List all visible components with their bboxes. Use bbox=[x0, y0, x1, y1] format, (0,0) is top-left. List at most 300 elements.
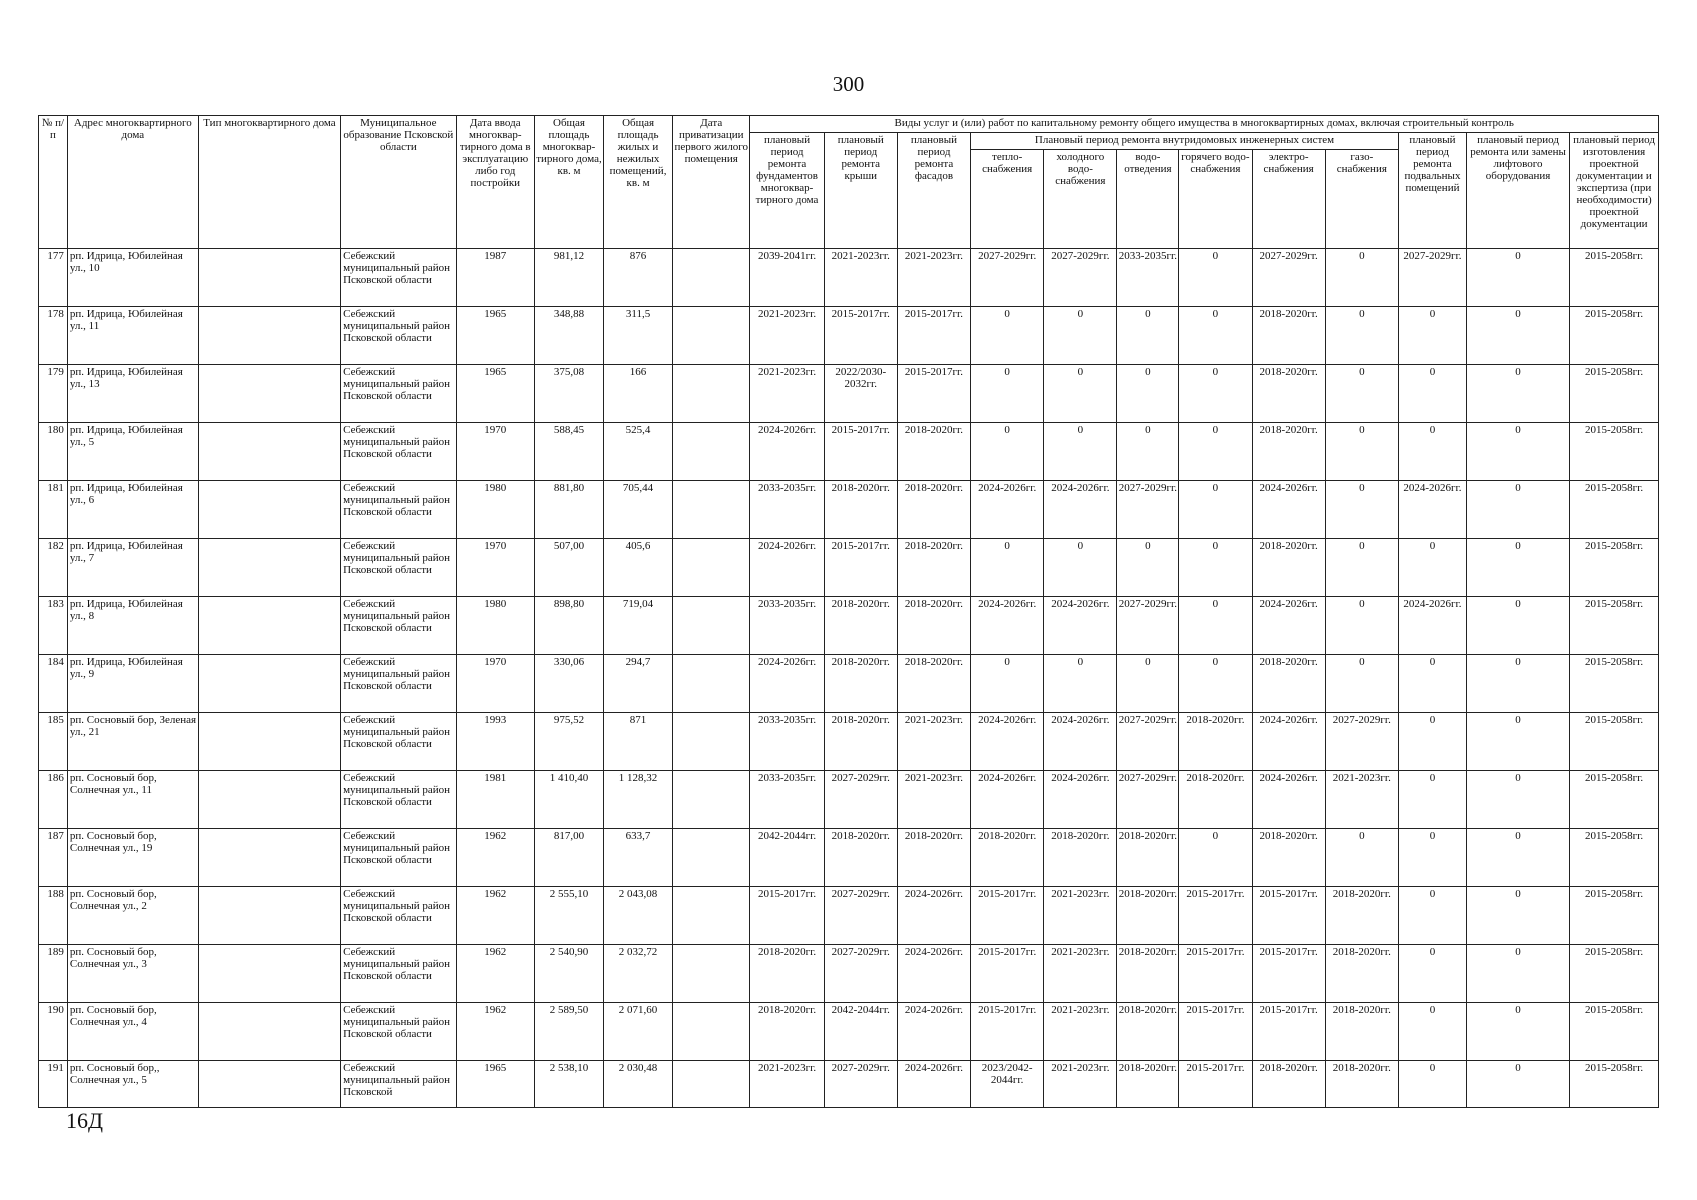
row-total-area: 2 538,10 bbox=[534, 1061, 603, 1108]
col-roof: плановый период ремонта крыши bbox=[824, 133, 897, 249]
row-sewage: 2033-2035гг. bbox=[1117, 249, 1179, 307]
row-address: рп. Сосновый бор, Солнечная ул., 2 bbox=[67, 887, 198, 945]
row-heat: 0 bbox=[971, 423, 1044, 481]
row-roof: 2018-2020гг. bbox=[824, 597, 897, 655]
col-gas: газо-снабжения bbox=[1325, 150, 1398, 249]
row-total-area: 2 540,90 bbox=[534, 945, 603, 1003]
row-roof: 2022/2030-2032гг. bbox=[824, 365, 897, 423]
row-foundation: 2024-2026гг. bbox=[750, 655, 824, 713]
col-electric: электро-снабжения bbox=[1252, 150, 1325, 249]
table-row bbox=[39, 887, 1659, 945]
row-address: рп. Идрица, Юбилейная ул., 7 bbox=[67, 539, 198, 597]
row-elevator: 0 bbox=[1466, 249, 1569, 307]
row-elevator: 0 bbox=[1466, 481, 1569, 539]
row-basement: 0 bbox=[1398, 1061, 1466, 1108]
row-municipality: Себежский муниципальный район Псковской области bbox=[341, 713, 456, 771]
row-elevator: 0 bbox=[1466, 829, 1569, 887]
row-electric: 2018-2020гг. bbox=[1252, 365, 1325, 423]
table-row bbox=[39, 945, 1659, 1003]
col-hot-water: горячего водо-снабжения bbox=[1179, 150, 1252, 249]
row-heat: 2015-2017гг. bbox=[971, 1003, 1044, 1061]
row-sewage: 0 bbox=[1117, 539, 1179, 597]
row-address: рп. Идрица, Юбилейная ул., 10 bbox=[67, 249, 198, 307]
row-sewage: 2018-2020гг. bbox=[1117, 1061, 1179, 1108]
table-row bbox=[39, 713, 1659, 771]
row-address: рп. Идрица, Юбилейная ул., 11 bbox=[67, 307, 198, 365]
row-gas: 0 bbox=[1325, 597, 1398, 655]
row-hot-water: 0 bbox=[1179, 423, 1252, 481]
row-gas: 0 bbox=[1325, 539, 1398, 597]
row-cold-water: 2024-2026гг. bbox=[1044, 481, 1117, 539]
row-municipality: Себежский муниципальный район Псковской области bbox=[341, 307, 456, 365]
row-basement: 0 bbox=[1398, 713, 1466, 771]
row-sewage: 2027-2029гг. bbox=[1117, 771, 1179, 829]
col-heat: тепло-снабжения bbox=[971, 150, 1044, 249]
row-elevator: 0 bbox=[1466, 597, 1569, 655]
row-foundation: 2024-2026гг. bbox=[750, 539, 824, 597]
row-electric: 2027-2029гг. bbox=[1252, 249, 1325, 307]
row-number: 188 bbox=[39, 887, 68, 945]
row-living-area: 405,6 bbox=[604, 539, 673, 597]
row-roof: 2018-2020гг. bbox=[824, 655, 897, 713]
row-facade: 2024-2026гг. bbox=[897, 945, 970, 1003]
row-house-type bbox=[198, 423, 340, 481]
row-municipality: Себежский муниципальный район Псковской области bbox=[341, 1003, 456, 1061]
row-year: 1962 bbox=[456, 829, 534, 887]
row-elevator: 0 bbox=[1466, 1003, 1569, 1061]
row-privatization bbox=[673, 1003, 750, 1061]
row-elevator: 0 bbox=[1466, 539, 1569, 597]
row-number: 183 bbox=[39, 597, 68, 655]
row-living-area: 705,44 bbox=[604, 481, 673, 539]
row-sewage: 0 bbox=[1117, 365, 1179, 423]
row-total-area: 898,80 bbox=[534, 597, 603, 655]
table-row bbox=[39, 423, 1659, 481]
row-cold-water: 2024-2026гг. bbox=[1044, 713, 1117, 771]
row-year: 1962 bbox=[456, 945, 534, 1003]
row-foundation: 2024-2026гг. bbox=[750, 423, 824, 481]
row-hot-water: 2015-2017гг. bbox=[1179, 887, 1252, 945]
row-roof: 2042-2044гг. bbox=[824, 1003, 897, 1061]
row-year: 1965 bbox=[456, 307, 534, 365]
row-living-area: 2 071,60 bbox=[604, 1003, 673, 1061]
row-privatization bbox=[673, 1061, 750, 1108]
row-living-area: 719,04 bbox=[604, 597, 673, 655]
row-year: 1962 bbox=[456, 1003, 534, 1061]
row-foundation: 2033-2035гг. bbox=[750, 771, 824, 829]
row-roof: 2015-2017гг. bbox=[824, 539, 897, 597]
row-hot-water: 0 bbox=[1179, 249, 1252, 307]
row-elevator: 0 bbox=[1466, 365, 1569, 423]
row-gas: 2018-2020гг. bbox=[1325, 1061, 1398, 1108]
row-number: 187 bbox=[39, 829, 68, 887]
row-house-type bbox=[198, 249, 340, 307]
row-facade: 2018-2020гг. bbox=[897, 655, 970, 713]
row-electric: 2024-2026гг. bbox=[1252, 771, 1325, 829]
row-sewage: 2018-2020гг. bbox=[1117, 945, 1179, 1003]
row-house-type bbox=[198, 481, 340, 539]
row-number: 189 bbox=[39, 945, 68, 1003]
row-facade: 2018-2020гг. bbox=[897, 539, 970, 597]
row-design-docs: 2015-2058гг. bbox=[1570, 423, 1659, 481]
row-gas: 0 bbox=[1325, 365, 1398, 423]
row-living-area: 871 bbox=[604, 713, 673, 771]
footer-code: 16Д bbox=[66, 1108, 104, 1133]
table-row bbox=[39, 307, 1659, 365]
row-heat: 2027-2029гг. bbox=[971, 249, 1044, 307]
row-hot-water: 0 bbox=[1179, 655, 1252, 713]
row-design-docs: 2015-2058гг. bbox=[1570, 887, 1659, 945]
row-number: 186 bbox=[39, 771, 68, 829]
row-design-docs: 2015-2058гг. bbox=[1570, 829, 1659, 887]
row-basement: 0 bbox=[1398, 945, 1466, 1003]
row-basement: 2024-2026гг. bbox=[1398, 597, 1466, 655]
row-cold-water: 2021-2023гг. bbox=[1044, 887, 1117, 945]
col-sewage: водо-отведения bbox=[1117, 150, 1179, 249]
row-house-type bbox=[198, 1061, 340, 1108]
col-works-group: Виды услуг и (или) работ по капитальному ремонту общего имущества в многоквартирных домах, включая строительный контроль bbox=[750, 116, 1659, 133]
col-privatization-date: Дата приватизации первого жилого помещения bbox=[673, 116, 750, 249]
row-privatization bbox=[673, 829, 750, 887]
row-address: рп. Идрица, Юбилейная ул., 9 bbox=[67, 655, 198, 713]
row-heat: 2023/2042-2044гг. bbox=[971, 1061, 1044, 1108]
row-facade: 2015-2017гг. bbox=[897, 365, 970, 423]
row-electric: 2015-2017гг. bbox=[1252, 1003, 1325, 1061]
row-hot-water: 0 bbox=[1179, 597, 1252, 655]
row-roof: 2027-2029гг. bbox=[824, 771, 897, 829]
row-design-docs: 2015-2058гг. bbox=[1570, 307, 1659, 365]
row-privatization bbox=[673, 655, 750, 713]
row-cold-water: 2021-2023гг. bbox=[1044, 1061, 1117, 1108]
row-municipality: Себежский муниципальный район Псковской области bbox=[341, 597, 456, 655]
row-hot-water: 0 bbox=[1179, 829, 1252, 887]
row-electric: 2015-2017гг. bbox=[1252, 887, 1325, 945]
row-municipality: Себежский муниципальный район Псковской области bbox=[341, 829, 456, 887]
col-basement: плановый период ремонта подвальных помещений bbox=[1398, 133, 1466, 249]
row-hot-water: 2015-2017гг. bbox=[1179, 1061, 1252, 1108]
row-privatization bbox=[673, 887, 750, 945]
row-number: 180 bbox=[39, 423, 68, 481]
row-basement: 0 bbox=[1398, 829, 1466, 887]
row-number: 179 bbox=[39, 365, 68, 423]
row-electric: 2018-2020гг. bbox=[1252, 655, 1325, 713]
row-gas: 2021-2023гг. bbox=[1325, 771, 1398, 829]
row-gas: 2027-2029гг. bbox=[1325, 713, 1398, 771]
row-elevator: 0 bbox=[1466, 1061, 1569, 1108]
row-facade: 2018-2020гг. bbox=[897, 597, 970, 655]
table-row bbox=[39, 771, 1659, 829]
row-elevator: 0 bbox=[1466, 771, 1569, 829]
row-foundation: 2021-2023гг. bbox=[750, 1061, 824, 1108]
row-living-area: 633,7 bbox=[604, 829, 673, 887]
row-gas: 2018-2020гг. bbox=[1325, 945, 1398, 1003]
row-address: рп. Идрица, Юбилейная ул., 8 bbox=[67, 597, 198, 655]
row-heat: 2024-2026гг. bbox=[971, 713, 1044, 771]
row-year: 1970 bbox=[456, 539, 534, 597]
row-design-docs: 2015-2058гг. bbox=[1570, 1061, 1659, 1108]
row-gas: 0 bbox=[1325, 423, 1398, 481]
row-foundation: 2021-2023гг. bbox=[750, 307, 824, 365]
row-hot-water: 0 bbox=[1179, 307, 1252, 365]
row-elevator: 0 bbox=[1466, 887, 1569, 945]
row-gas: 0 bbox=[1325, 655, 1398, 713]
col-num: № п/п bbox=[39, 116, 68, 249]
row-hot-water: 2015-2017гг. bbox=[1179, 945, 1252, 1003]
col-house-type: Тип многоквартирного дома bbox=[198, 116, 340, 249]
row-basement: 0 bbox=[1398, 539, 1466, 597]
row-privatization bbox=[673, 539, 750, 597]
row-house-type bbox=[198, 307, 340, 365]
row-living-area: 876 bbox=[604, 249, 673, 307]
row-roof: 2021-2023гг. bbox=[824, 249, 897, 307]
row-address: рп. Сосновый бор, Зеленая ул., 21 bbox=[67, 713, 198, 771]
row-living-area: 294,7 bbox=[604, 655, 673, 713]
row-roof: 2027-2029гг. bbox=[824, 1061, 897, 1108]
row-privatization bbox=[673, 597, 750, 655]
row-roof: 2015-2017гг. bbox=[824, 423, 897, 481]
row-municipality: Себежский муниципальный район Псковской области bbox=[341, 539, 456, 597]
row-total-area: 588,45 bbox=[534, 423, 603, 481]
row-basement: 0 bbox=[1398, 423, 1466, 481]
row-total-area: 817,00 bbox=[534, 829, 603, 887]
row-basement: 0 bbox=[1398, 655, 1466, 713]
table-row bbox=[39, 829, 1659, 887]
row-address: рп. Сосновый бор, Солнечная ул., 3 bbox=[67, 945, 198, 1003]
row-gas: 0 bbox=[1325, 829, 1398, 887]
row-sewage: 2018-2020гг. bbox=[1117, 1003, 1179, 1061]
row-elevator: 0 bbox=[1466, 655, 1569, 713]
row-electric: 2018-2020гг. bbox=[1252, 423, 1325, 481]
row-cold-water: 2024-2026гг. bbox=[1044, 597, 1117, 655]
row-sewage: 2027-2029гг. bbox=[1117, 713, 1179, 771]
row-address: рп. Сосновый бор, Солнечная ул., 4 bbox=[67, 1003, 198, 1061]
row-address: рп. Сосновый бор, Солнечная ул., 11 bbox=[67, 771, 198, 829]
row-cold-water: 2021-2023гг. bbox=[1044, 945, 1117, 1003]
row-year: 1980 bbox=[456, 597, 534, 655]
row-roof: 2015-2017гг. bbox=[824, 307, 897, 365]
row-address: рп. Идрица, Юбилейная ул., 13 bbox=[67, 365, 198, 423]
table-row bbox=[39, 539, 1659, 597]
row-heat: 2024-2026гг. bbox=[971, 597, 1044, 655]
row-house-type bbox=[198, 887, 340, 945]
row-house-type bbox=[198, 713, 340, 771]
row-total-area: 981,12 bbox=[534, 249, 603, 307]
row-cold-water: 0 bbox=[1044, 655, 1117, 713]
row-electric: 2024-2026гг. bbox=[1252, 713, 1325, 771]
row-foundation: 2033-2035гг. bbox=[750, 597, 824, 655]
row-heat: 2024-2026гг. bbox=[971, 481, 1044, 539]
table-row bbox=[39, 597, 1659, 655]
row-hot-water: 0 bbox=[1179, 481, 1252, 539]
col-address: Адрес многоквартирного дома bbox=[67, 116, 198, 249]
row-facade: 2024-2026гг. bbox=[897, 887, 970, 945]
row-privatization bbox=[673, 481, 750, 539]
row-hot-water: 2015-2017гг. bbox=[1179, 1003, 1252, 1061]
row-house-type bbox=[198, 365, 340, 423]
row-gas: 2018-2020гг. bbox=[1325, 1003, 1398, 1061]
row-facade: 2015-2017гг. bbox=[897, 307, 970, 365]
row-elevator: 0 bbox=[1466, 307, 1569, 365]
col-engineering-group: Плановый период ремонта внутридомовых инженерных систем bbox=[971, 133, 1399, 150]
row-year: 1993 bbox=[456, 713, 534, 771]
row-living-area: 311,5 bbox=[604, 307, 673, 365]
row-foundation: 2039-2041гг. bbox=[750, 249, 824, 307]
row-basement: 0 bbox=[1398, 1003, 1466, 1061]
row-municipality: Себежский муниципальный район Псковской области bbox=[341, 771, 456, 829]
row-heat: 2018-2020гг. bbox=[971, 829, 1044, 887]
row-sewage: 2018-2020гг. bbox=[1117, 887, 1179, 945]
row-basement: 0 bbox=[1398, 307, 1466, 365]
row-hot-water: 0 bbox=[1179, 365, 1252, 423]
col-elevator: плановый период ремонта или замены лифтового оборудования bbox=[1466, 133, 1569, 249]
row-total-area: 1 410,40 bbox=[534, 771, 603, 829]
row-electric: 2018-2020гг. bbox=[1252, 829, 1325, 887]
row-facade: 2024-2026гг. bbox=[897, 1003, 970, 1061]
row-number: 190 bbox=[39, 1003, 68, 1061]
row-heat: 2015-2017гг. bbox=[971, 945, 1044, 1003]
capital-repair-table bbox=[38, 115, 1659, 1108]
row-municipality: Себежский муниципальный район Псковской области bbox=[341, 887, 456, 945]
row-facade: 2021-2023гг. bbox=[897, 771, 970, 829]
row-electric: 2024-2026гг. bbox=[1252, 597, 1325, 655]
row-number: 177 bbox=[39, 249, 68, 307]
row-total-area: 975,52 bbox=[534, 713, 603, 771]
row-hot-water: 0 bbox=[1179, 539, 1252, 597]
row-cold-water: 0 bbox=[1044, 307, 1117, 365]
row-total-area: 2 555,10 bbox=[534, 887, 603, 945]
row-total-area: 375,08 bbox=[534, 365, 603, 423]
row-address: рп. Сосновый бор,, Солнечная ул., 5 bbox=[67, 1061, 198, 1108]
row-foundation: 2042-2044гг. bbox=[750, 829, 824, 887]
row-foundation: 2021-2023гг. bbox=[750, 365, 824, 423]
row-year: 1987 bbox=[456, 249, 534, 307]
row-year: 1981 bbox=[456, 771, 534, 829]
row-design-docs: 2015-2058гг. bbox=[1570, 249, 1659, 307]
row-design-docs: 2015-2058гг. bbox=[1570, 597, 1659, 655]
row-number: 178 bbox=[39, 307, 68, 365]
row-privatization bbox=[673, 945, 750, 1003]
row-gas: 2018-2020гг. bbox=[1325, 887, 1398, 945]
table-row bbox=[39, 655, 1659, 713]
row-hot-water: 2018-2020гг. bbox=[1179, 771, 1252, 829]
row-roof: 2018-2020гг. bbox=[824, 713, 897, 771]
row-facade: 2018-2020гг. bbox=[897, 423, 970, 481]
row-year: 1980 bbox=[456, 481, 534, 539]
row-foundation: 2018-2020гг. bbox=[750, 1003, 824, 1061]
row-municipality: Себежский муниципальный район Псковской области bbox=[341, 249, 456, 307]
page-number: 300 bbox=[832, 72, 865, 96]
row-privatization bbox=[673, 713, 750, 771]
row-house-type bbox=[198, 771, 340, 829]
row-electric: 2024-2026гг. bbox=[1252, 481, 1325, 539]
col-design-docs: плановый период изготовления проектной документации и экспертиза (при необходимости) проектной документации bbox=[1570, 133, 1659, 249]
row-house-type bbox=[198, 539, 340, 597]
row-number: 181 bbox=[39, 481, 68, 539]
row-facade: 2024-2026гг. bbox=[897, 1061, 970, 1108]
row-design-docs: 2015-2058гг. bbox=[1570, 539, 1659, 597]
row-municipality: Себежский муниципальный район Псковской bbox=[341, 1061, 456, 1108]
row-facade: 2018-2020гг. bbox=[897, 481, 970, 539]
row-design-docs: 2015-2058гг. bbox=[1570, 365, 1659, 423]
table-row bbox=[39, 1061, 1659, 1108]
row-design-docs: 2015-2058гг. bbox=[1570, 713, 1659, 771]
row-design-docs: 2015-2058гг. bbox=[1570, 945, 1659, 1003]
row-cold-water: 2021-2023гг. bbox=[1044, 1003, 1117, 1061]
col-total-area: Общая площадь многоквар-тирного дома, кв. м bbox=[534, 116, 603, 249]
row-basement: 2027-2029гг. bbox=[1398, 249, 1466, 307]
row-facade: 2021-2023гг. bbox=[897, 713, 970, 771]
row-living-area: 2 030,48 bbox=[604, 1061, 673, 1108]
row-gas: 0 bbox=[1325, 481, 1398, 539]
table-body bbox=[39, 249, 1659, 1108]
row-electric: 2015-2017гг. bbox=[1252, 945, 1325, 1003]
row-sewage: 0 bbox=[1117, 307, 1179, 365]
row-basement: 2024-2026гг. bbox=[1398, 481, 1466, 539]
row-number: 185 bbox=[39, 713, 68, 771]
row-design-docs: 2015-2058гг. bbox=[1570, 1003, 1659, 1061]
row-house-type bbox=[198, 655, 340, 713]
row-living-area: 525,4 bbox=[604, 423, 673, 481]
row-sewage: 2018-2020гг. bbox=[1117, 829, 1179, 887]
row-cold-water: 0 bbox=[1044, 539, 1117, 597]
row-sewage: 2027-2029гг. bbox=[1117, 597, 1179, 655]
row-elevator: 0 bbox=[1466, 423, 1569, 481]
row-municipality: Себежский муниципальный район Псковской области bbox=[341, 945, 456, 1003]
col-facade: плановый период ремонта фасадов bbox=[897, 133, 970, 249]
row-total-area: 2 589,50 bbox=[534, 1003, 603, 1061]
col-cold-water: холодного водо-снабжения bbox=[1044, 150, 1117, 249]
row-living-area: 1 128,32 bbox=[604, 771, 673, 829]
row-cold-water: 2018-2020гг. bbox=[1044, 829, 1117, 887]
table-row bbox=[39, 481, 1659, 539]
row-municipality: Себежский муниципальный район Псковской области bbox=[341, 481, 456, 539]
row-gas: 0 bbox=[1325, 249, 1398, 307]
row-sewage: 2027-2029гг. bbox=[1117, 481, 1179, 539]
row-municipality: Себежский муниципальный район Псковской области bbox=[341, 655, 456, 713]
row-privatization bbox=[673, 365, 750, 423]
row-foundation: 2033-2035гг. bbox=[750, 481, 824, 539]
row-cold-water: 2024-2026гг. bbox=[1044, 771, 1117, 829]
col-municipality: Муниципальное образование Псковской области bbox=[341, 116, 456, 249]
row-living-area: 2 043,08 bbox=[604, 887, 673, 945]
row-cold-water: 0 bbox=[1044, 423, 1117, 481]
row-cold-water: 2027-2029гг. bbox=[1044, 249, 1117, 307]
row-privatization bbox=[673, 423, 750, 481]
row-house-type bbox=[198, 1003, 340, 1061]
row-living-area: 2 032,72 bbox=[604, 945, 673, 1003]
row-number: 191 bbox=[39, 1061, 68, 1108]
row-roof: 2027-2029гг. bbox=[824, 887, 897, 945]
row-elevator: 0 bbox=[1466, 945, 1569, 1003]
row-house-type bbox=[198, 945, 340, 1003]
row-electric: 2018-2020гг. bbox=[1252, 539, 1325, 597]
row-total-area: 330,06 bbox=[534, 655, 603, 713]
row-heat: 2024-2026гг. bbox=[971, 771, 1044, 829]
row-address: рп. Идрица, Юбилейная ул., 6 bbox=[67, 481, 198, 539]
row-design-docs: 2015-2058гг. bbox=[1570, 771, 1659, 829]
row-municipality: Себежский муниципальный район Псковской области bbox=[341, 423, 456, 481]
row-heat: 0 bbox=[971, 307, 1044, 365]
row-basement: 0 bbox=[1398, 365, 1466, 423]
row-sewage: 0 bbox=[1117, 655, 1179, 713]
row-design-docs: 2015-2058гг. bbox=[1570, 655, 1659, 713]
row-number: 184 bbox=[39, 655, 68, 713]
row-sewage: 0 bbox=[1117, 423, 1179, 481]
row-house-type bbox=[198, 829, 340, 887]
row-address: рп. Сосновый бор, Солнечная ул., 19 bbox=[67, 829, 198, 887]
row-total-area: 348,88 bbox=[534, 307, 603, 365]
row-year: 1965 bbox=[456, 365, 534, 423]
